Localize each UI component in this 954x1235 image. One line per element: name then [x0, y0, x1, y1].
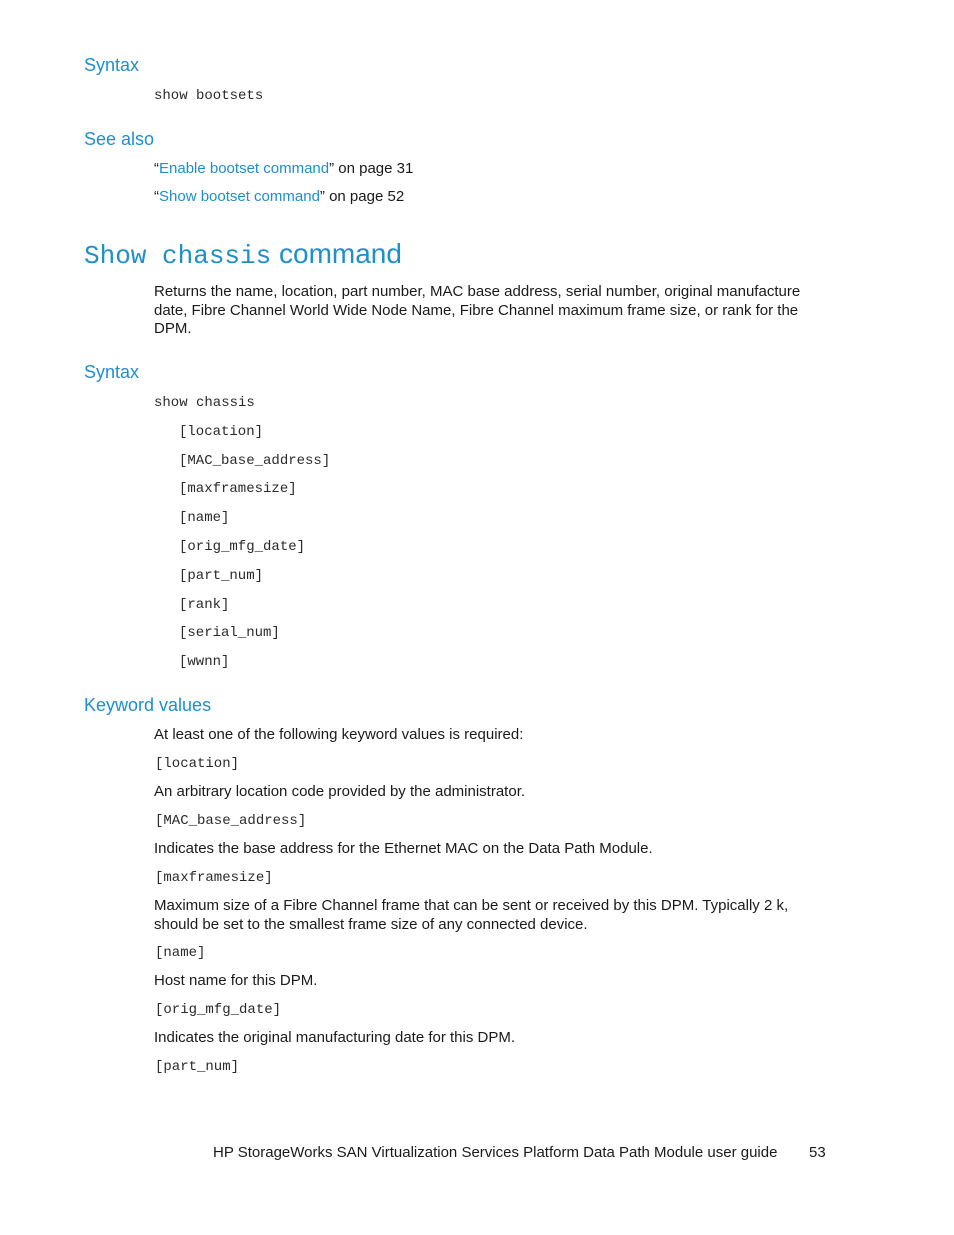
keyword-term: [location] [155, 756, 240, 772]
keyword-desc: Maximum size of a Fibre Channel frame that can be sent or received by this DPM. Typically 2 k, should be set to the smallest frame size of any connected device. [154, 897, 789, 933]
keyword-desc: Indicates the original manufacturing date for this DPM. [154, 1029, 516, 1046]
quote-open: “ [154, 160, 159, 177]
ref-page: ” on page 31 [329, 160, 414, 177]
keyword-term: [MAC_base_address] [155, 813, 307, 829]
syntax-option: [name] [179, 510, 230, 526]
syntax-option: [part_num] [179, 568, 264, 584]
keyword-term: [part_num] [155, 1059, 240, 1075]
keyword-values-heading: Keyword values [84, 695, 212, 715]
syntax-option: [MAC_base_address] [179, 453, 331, 469]
see-also-ref-2 [154, 188, 404, 205]
keyword-term: [name] [155, 945, 206, 961]
command-title-sans: command [279, 238, 402, 269]
keyword-intro: At least one of the following keyword values is required: [154, 726, 524, 743]
show-bootset-link[interactable]: Show bootset command [159, 188, 320, 205]
keyword-desc: Host name for this DPM. [154, 972, 318, 989]
quote-open: “ [154, 188, 159, 205]
footer-guide-title: HP StorageWorks SAN Virtualization Services Platform Data Path Module user guide [213, 1144, 778, 1161]
syntax-heading: Syntax [84, 362, 140, 382]
syntax-option: [orig_mfg_date] [179, 539, 306, 555]
syntax-option: [rank] [179, 597, 230, 613]
command-title-mono: Show chassis [84, 241, 272, 271]
keyword-desc: Indicates the base address for the Ethernet MAC on the Data Path Module. [154, 840, 653, 857]
command-description: Returns the name, location, part number, MAC base address, serial number, original manufacture date, Fibre Channel World Wide Node Name, Fibre Channel maximum frame size, or rank for the DPM. [154, 283, 801, 337]
ref-page: ” on page 52 [319, 188, 405, 205]
keyword-term: [orig_mfg_date] [155, 1002, 282, 1018]
page-number: 53 [809, 1144, 826, 1161]
enable-bootset-link[interactable]: Enable bootset command [159, 160, 330, 177]
keyword-desc: An arbitrary location code provided by the administrator. [154, 783, 526, 800]
see-also-ref-1 [154, 160, 413, 177]
command-title [84, 238, 402, 271]
see-also-heading: See also [84, 129, 155, 149]
syntax-heading: Syntax [84, 55, 140, 75]
syntax-option: [maxframesize] [179, 481, 297, 497]
syntax-code: show bootsets [154, 88, 264, 104]
syntax-option: [serial_num] [179, 625, 280, 641]
syntax-code: show chassis [154, 395, 255, 411]
keyword-term: [maxframesize] [155, 870, 273, 886]
syntax-option: [wwnn] [179, 654, 230, 670]
syntax-option: [location] [179, 424, 264, 440]
